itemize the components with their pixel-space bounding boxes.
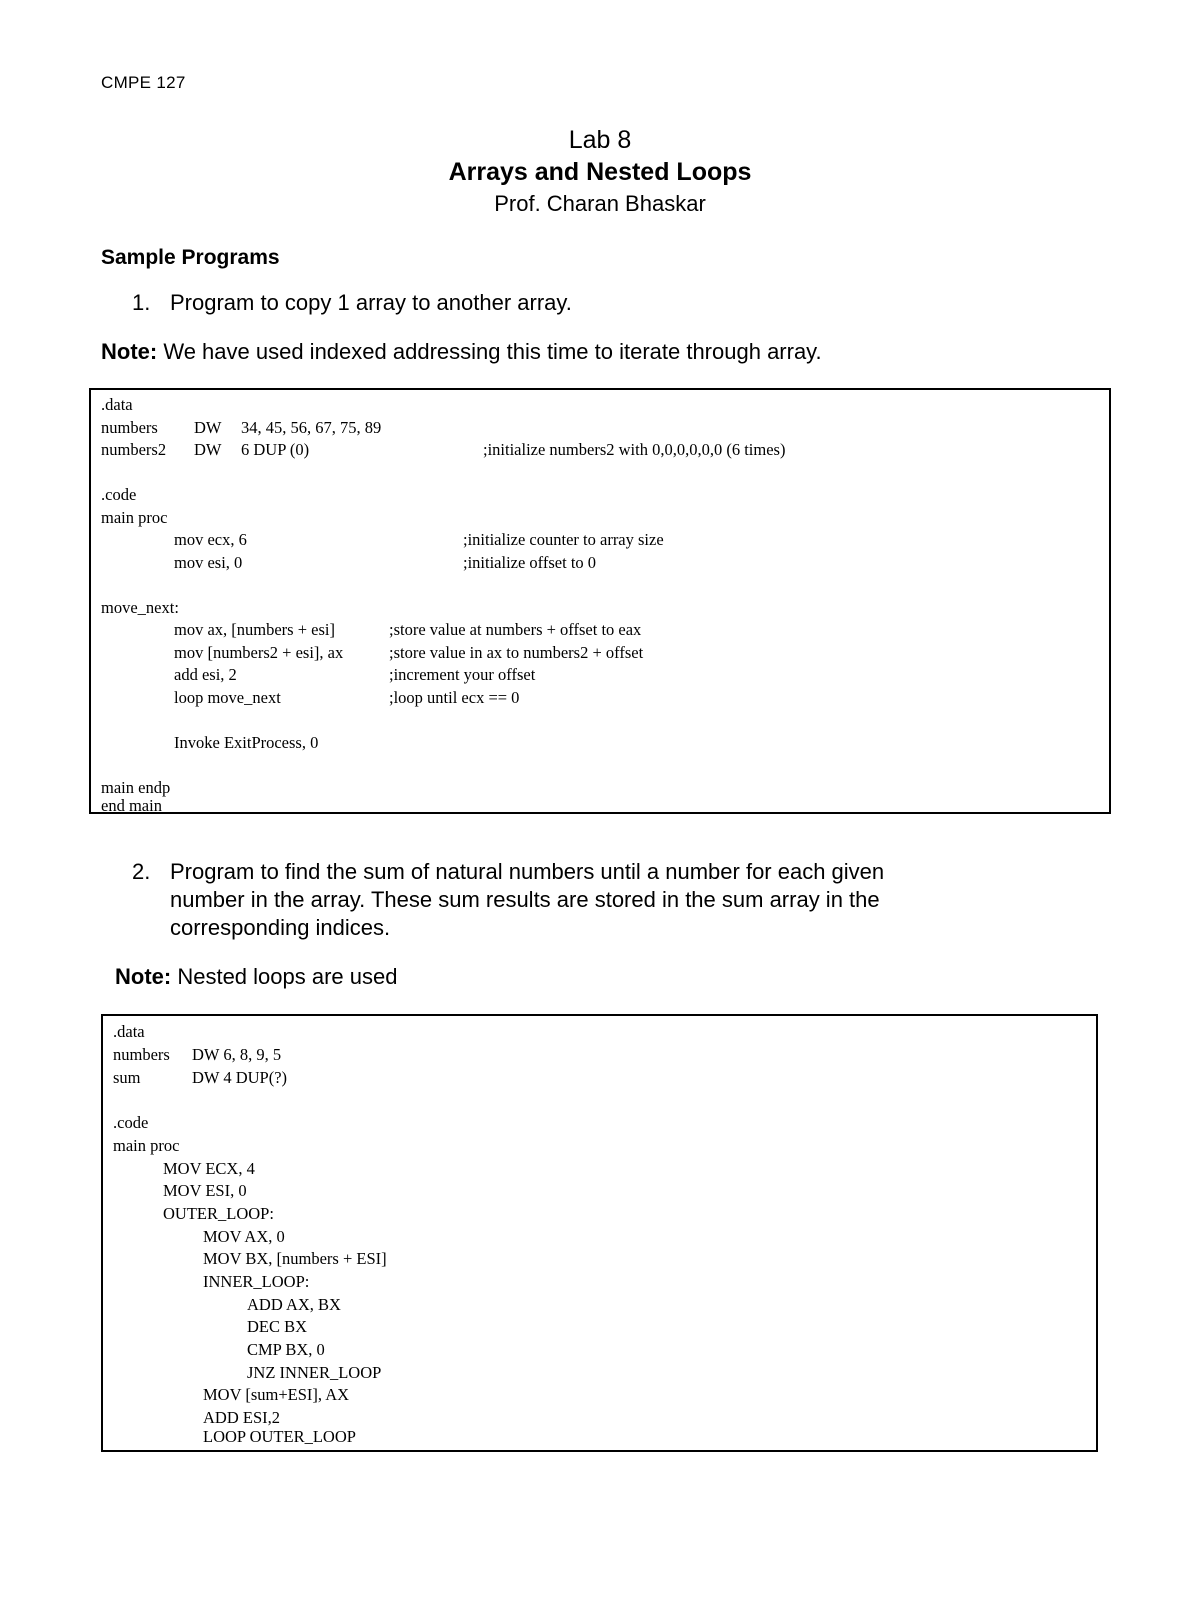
program-2-description-line: Program to find the sum of natural numbers until a number for each given — [170, 859, 885, 884]
code-comment: ;store value at numbers + offset to eax — [389, 620, 642, 639]
code-line: MOV ESI, 0 — [163, 1181, 247, 1200]
professor-name: Prof. Charan Bhaskar — [494, 191, 706, 216]
code-line: MOV ECX, 4 — [163, 1159, 255, 1178]
code-line: LOOP OUTER_LOOP — [203, 1427, 356, 1446]
code-line: Invoke ExitProcess, 0 — [174, 733, 319, 752]
code-line: .data — [113, 1022, 145, 1041]
code-line: numbers — [113, 1045, 170, 1064]
code-line: MOV AX, 0 — [203, 1227, 285, 1246]
code-line: MOV BX, [numbers + ESI] — [203, 1249, 387, 1268]
code-line: mov ax, [numbers + esi] — [174, 620, 335, 639]
code-line: sum — [113, 1068, 141, 1087]
code-line: add esi, 2 — [174, 665, 237, 684]
code-line: end main — [101, 796, 162, 815]
code-line: DW — [194, 440, 222, 459]
note-text: Nested loops are used — [171, 964, 398, 989]
code-comment: ;loop until ecx == 0 — [389, 688, 520, 707]
code-label: move_next: — [101, 598, 179, 617]
list-number: 1. — [132, 290, 151, 315]
program-2-description-line: number in the array. These sum results are stored in the sum array in the — [170, 887, 880, 912]
code-line: DW 6, 8, 9, 5 — [192, 1045, 282, 1064]
code-block-2 — [101, 1014, 1098, 1452]
program-2-description-line: corresponding indices. — [170, 915, 391, 940]
code-block-1 — [89, 388, 1111, 814]
code-line: ADD AX, BX — [247, 1295, 341, 1314]
program-2-note — [115, 964, 397, 990]
code-line: DEC BX — [247, 1317, 308, 1336]
code-comment: ;initialize numbers2 with 0,0,0,0,0,0 (6 times) — [483, 440, 786, 459]
code-comment: ;increment your offset — [389, 665, 536, 684]
code-comment: ;initialize counter to array size — [463, 530, 664, 549]
program-1-description: Program to copy 1 array to another array. — [170, 290, 572, 315]
program-1-note — [101, 339, 822, 365]
lab-title: Arrays and Nested Loops — [448, 158, 752, 186]
code-line: main proc — [113, 1136, 180, 1155]
code-line: .code — [101, 485, 137, 504]
code-line: numbers2 — [101, 440, 167, 459]
code-line: mov ecx, 6 — [174, 530, 247, 549]
code-line: .code — [113, 1113, 149, 1132]
code-line: 34, 45, 56, 67, 75, 89 — [241, 418, 382, 437]
code-line: numbers — [101, 418, 158, 437]
lab-number: Lab 8 — [568, 126, 632, 154]
note-label: Note: — [115, 964, 172, 989]
code-line: JNZ INNER_LOOP — [247, 1363, 382, 1382]
code-line: main proc — [101, 508, 168, 527]
code-line: main endp — [101, 778, 171, 797]
program-2-item — [132, 858, 1132, 948]
code-line: mov esi, 0 — [174, 553, 243, 572]
code-line: mov [numbers2 + esi], ax — [174, 643, 344, 662]
note-text: We have used indexed addressing this time to iterate through array. — [157, 339, 822, 364]
code-line: CMP BX, 0 — [247, 1340, 325, 1359]
code-comment: ;store value in ax to numbers2 + offset — [389, 643, 644, 662]
code-line: ADD ESI,2 — [203, 1408, 280, 1427]
code-line: .data — [101, 395, 133, 414]
note-label: Note: — [101, 339, 158, 364]
list-number: 2. — [132, 859, 151, 884]
course-code: CMPE 127 — [101, 73, 186, 92]
code-line: 6 DUP (0) — [241, 440, 310, 459]
code-label: OUTER_LOOP: — [163, 1204, 274, 1223]
code-line: MOV [sum+ESI], AX — [203, 1385, 350, 1404]
code-line: DW — [194, 418, 222, 437]
section-heading: Sample Programs — [101, 246, 280, 269]
program-1-item — [132, 289, 1132, 319]
code-label: INNER_LOOP: — [203, 1272, 310, 1291]
code-line: loop move_next — [174, 688, 281, 707]
code-comment: ;initialize offset to 0 — [463, 553, 597, 572]
code-line: DW 4 DUP(?) — [192, 1068, 288, 1087]
